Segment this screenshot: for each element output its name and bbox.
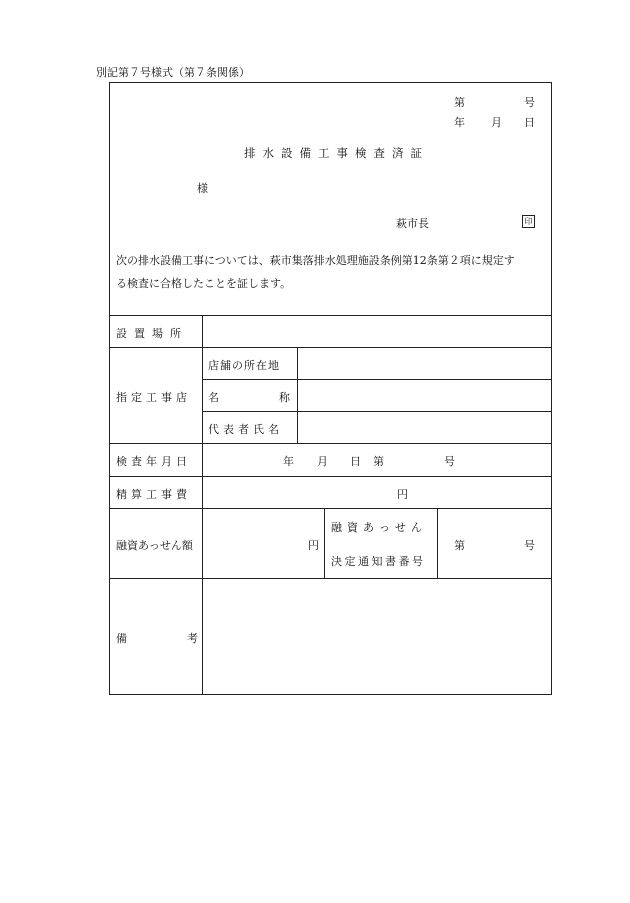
cert-number-prefix: 第 bbox=[454, 96, 465, 109]
remarks-label-right: 考 bbox=[187, 632, 198, 645]
inspection-number-prefix: 第 bbox=[373, 455, 384, 468]
issuer-name: 萩市長 bbox=[396, 217, 429, 230]
remarks-label-left: 備 bbox=[116, 632, 127, 645]
name-label-right: 称 bbox=[279, 391, 290, 404]
column-divider bbox=[437, 508, 438, 578]
form-number-label: 別記第７号様式（第７条関係） bbox=[96, 66, 250, 79]
loan-amount-unit: 円 bbox=[308, 539, 319, 552]
row-divider bbox=[109, 347, 552, 348]
loan-number-suffix: 号 bbox=[524, 539, 535, 552]
loan-number-prefix: 第 bbox=[454, 539, 465, 552]
document-title: 排水設備工事検査済証 bbox=[244, 146, 429, 160]
column-divider bbox=[202, 315, 203, 695]
issue-year-label: 年 bbox=[454, 116, 465, 129]
row-divider bbox=[109, 476, 552, 477]
row-divider bbox=[109, 578, 552, 579]
loan-amount-label: 融資あっせん額 bbox=[116, 539, 193, 552]
cost-label: 精算工事費 bbox=[116, 488, 191, 501]
column-divider bbox=[324, 508, 325, 578]
cert-number-suffix: 号 bbox=[524, 96, 535, 109]
column-divider bbox=[297, 347, 298, 443]
row-divider bbox=[109, 508, 552, 509]
row-divider bbox=[109, 443, 552, 444]
inspection-date-label: 検査年月日 bbox=[116, 455, 191, 468]
contractor-label: 指定工事店 bbox=[116, 391, 191, 404]
representative-label: 代表者氏名 bbox=[208, 423, 283, 436]
body-text-line2: る検査に合格したことを証します。 bbox=[116, 277, 292, 290]
inspection-day-label: 日 bbox=[350, 455, 361, 468]
addressee-suffix: 様 bbox=[197, 182, 208, 195]
row-divider bbox=[202, 411, 552, 412]
loan-notice-label-line2: 決定通知書番号 bbox=[331, 555, 426, 568]
body-text-line1: 次の排水設備工事については、萩市集落排水処理施設条例第12条第２項に規定す bbox=[116, 254, 515, 267]
issue-day-label: 日 bbox=[524, 116, 535, 129]
inspection-year-label: 年 bbox=[283, 455, 294, 468]
issue-month-label: 月 bbox=[491, 116, 502, 129]
row-divider bbox=[109, 315, 552, 316]
inspection-month-label: 月 bbox=[317, 455, 328, 468]
shop-address-label: 店舗の所在地 bbox=[208, 359, 280, 372]
name-label-left: 名 bbox=[208, 391, 219, 404]
cost-unit: 円 bbox=[397, 488, 408, 501]
location-label: 設置場所 bbox=[116, 327, 188, 340]
seal-mark: 印 bbox=[522, 215, 535, 228]
loan-notice-label-line1: 融資あっせん bbox=[331, 521, 427, 534]
inspection-number-suffix: 号 bbox=[444, 455, 455, 468]
row-divider bbox=[202, 379, 552, 380]
